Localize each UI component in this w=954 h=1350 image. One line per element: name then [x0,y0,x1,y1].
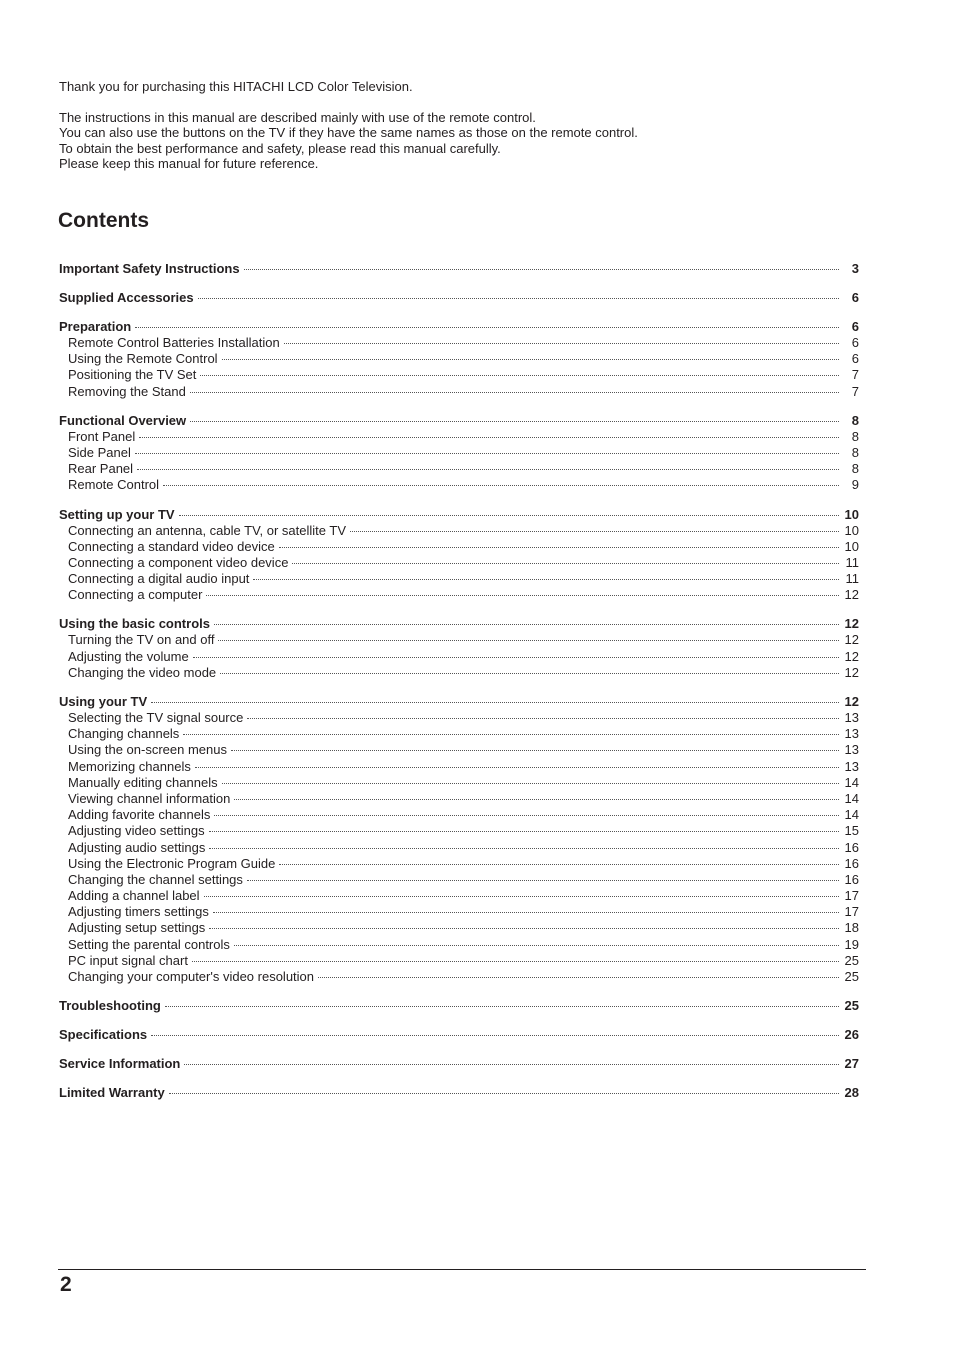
toc-entry-page: 14 [844,774,859,790]
toc-section-heading[interactable] [59,290,859,306]
toc-entry-page: 16 [844,839,859,855]
toc-entry-label: Adjusting the volume [68,648,189,664]
toc-subentry[interactable] [59,539,859,555]
dot-leader [214,624,839,625]
toc-entry-label: Changing your computer's video resolution [68,969,315,984]
toc-section [59,507,859,604]
toc-entry-page: 27 [844,1056,859,1072]
toc-entry-page: 12 [844,648,859,664]
intro-thanks: Thank you for purchasing this HITACHI LCD Color Television. [59,79,413,94]
toc-entry-page: 6 [851,319,859,334]
toc-section [59,616,859,681]
toc-entry-page: 11 [845,554,859,570]
toc-subentry[interactable] [59,953,859,969]
dot-leader [253,579,839,580]
dot-leader [318,977,839,978]
toc-subentry[interactable] [59,823,859,839]
dot-leader [190,392,839,393]
dot-leader [222,783,839,784]
toc-entry-page: 6 [851,335,859,350]
toc-entry-page: 10 [844,522,859,538]
toc-entry-label: Remote Control Batteries Installation [68,335,280,350]
toc-entry-page: 8 [851,461,859,477]
toc-entry-label: Setting up your TV [59,506,175,522]
toc-entry-label: Connecting a component video device [68,554,289,570]
dot-leader [279,547,839,548]
dot-leader [222,359,839,360]
toc-entry-label: Adjusting timers settings [68,904,209,920]
toc-subentry[interactable] [59,351,859,367]
toc-subentry[interactable] [59,445,859,461]
toc-section-heading[interactable] [59,319,859,335]
toc-section [59,413,859,494]
toc-section-heading[interactable] [59,1027,859,1043]
toc-entry-page: 10 [844,538,859,554]
toc-entry-page: 8 [851,412,859,428]
toc-entry-page: 11 [845,571,859,587]
toc-entry-label: Positioning the TV Set [68,367,197,383]
toc-subentry[interactable] [59,710,859,726]
toc-entry-label: Side Panel [68,444,131,460]
toc-entry-label: Functional Overview [59,412,187,428]
toc-entry-label: Changing the channel settings [68,871,243,887]
toc-entry-label: Removing the Stand [68,383,186,399]
intro-keep-note: Please keep this manual for future reference. [59,156,319,172]
toc-entry-label: Memorizing channels [68,758,191,774]
toc-entry-page: 16 [844,871,859,887]
toc-entry-page: 7 [851,367,859,383]
dot-leader [179,515,839,516]
dot-leader [350,531,839,532]
toc-subentry[interactable] [59,665,859,681]
toc-entry-label: Service Information [59,1056,181,1072]
toc-entry-page: 6 [851,351,859,367]
toc-entry-label: Using your TV [59,694,148,709]
toc-entry-page: 16 [844,855,859,871]
toc-subentry[interactable] [59,807,859,823]
toc-subentry[interactable] [59,791,859,807]
toc-entry-page: 13 [844,758,859,774]
toc-entry-page: 14 [844,807,859,823]
toc-subentry[interactable] [59,632,859,648]
dot-leader [206,595,839,596]
toc-entry-page: 17 [844,888,859,904]
toc-entry-page: 13 [844,710,859,725]
dot-leader [193,657,839,658]
toc-entry-label: Connecting a digital audio input [68,571,250,587]
toc-entry-label: PC input signal chart [68,952,188,968]
dot-leader [209,848,839,849]
toc-entry-label: Adding a channel label [68,888,200,904]
toc-section [59,998,859,1014]
toc-subentry[interactable] [59,649,859,665]
dot-leader [234,799,839,800]
toc-entry-label: Connecting a standard video device [68,538,275,554]
dot-leader [184,1064,839,1065]
dot-leader [200,375,839,376]
toc-subentry[interactable] [59,920,859,936]
toc-entry-label: Adding favorite channels [68,807,211,823]
toc-subentry[interactable] [59,759,859,775]
dot-leader [151,702,839,703]
toc-entry-label: Preparation [59,319,132,334]
toc-entry-label: Using the on-screen menus [68,742,227,758]
toc-entry-label: Changing the video mode [68,664,217,680]
dot-leader [137,469,839,470]
toc-entry-label: Adjusting setup settings [68,920,206,936]
toc-section-heading[interactable] [59,694,859,710]
toc-subentry[interactable] [59,461,859,477]
toc-entry-page: 25 [844,969,859,984]
dot-leader [234,945,839,946]
dot-leader [135,453,839,454]
dot-leader [213,912,839,913]
toc-entry-page: 25 [844,998,859,1014]
toc-section [59,319,859,400]
dot-leader [190,421,839,422]
toc-subentry[interactable] [59,872,859,888]
toc-entry-page: 28 [844,1085,859,1101]
dot-leader [220,673,839,674]
toc-section-heading[interactable] [59,507,859,523]
toc-subentry[interactable] [59,477,859,493]
toc-entry-label: Remote Control [68,477,160,493]
toc-subentry[interactable] [59,888,859,904]
dot-leader [183,734,839,735]
intro-read-note: To obtain the best performance and safety, please read this manual carefully. [59,140,501,156]
toc-entry-page: 12 [844,632,859,648]
toc-section-heading[interactable] [59,1085,859,1101]
toc-subentry[interactable] [59,775,859,791]
toc-entry-page: 12 [844,664,859,680]
dot-leader [209,928,839,929]
dot-leader [165,1006,839,1007]
toc-entry-page: 3 [851,261,859,276]
dot-leader [218,640,839,641]
toc-entry-page: 13 [844,742,859,758]
toc-section-heading[interactable] [59,998,859,1014]
toc-entry-page: 15 [844,823,859,839]
dot-leader [247,718,839,719]
toc-entry-page: 12 [844,587,859,603]
toc-entry-page: 13 [844,726,859,742]
dot-leader [292,563,839,564]
dot-leader [247,880,839,881]
toc-entry-label: Changing channels [68,726,180,742]
table-of-contents [59,261,859,1114]
toc-entry-page: 7 [851,383,859,399]
toc-section [59,1056,859,1072]
toc-entry-label: Using the basic controls [59,616,210,632]
toc-entry-label: Manually editing channels [68,774,218,790]
page-number: 2 [60,1273,72,1296]
toc-entry-label: Front Panel [68,428,136,444]
toc-section-heading[interactable] [59,261,859,277]
toc-entry-label: Viewing channel information [68,790,231,806]
toc-entry-page: 17 [844,904,859,920]
dot-leader [244,269,839,270]
intro-text [59,79,859,172]
dot-leader [195,767,839,768]
toc-entry-label: Connecting an antenna, cable TV, or satellite TV [68,522,347,538]
toc-section [59,1027,859,1043]
toc-section [59,261,859,277]
toc-subentry[interactable] [59,429,859,445]
toc-entry-label: Using the Remote Control [68,351,218,367]
toc-entry-label: Turning the TV on and off [68,632,215,648]
dot-leader [192,961,839,962]
toc-subentry[interactable] [59,367,859,383]
toc-entry-page: 8 [851,444,859,460]
toc-subentry[interactable] [59,571,859,587]
toc-subentry[interactable] [59,904,859,920]
dot-leader [198,298,839,299]
toc-entry-label: Setting the parental controls [68,936,230,952]
toc-entry-label: Using the Electronic Program Guide [68,855,276,871]
toc-entry-page: 8 [851,428,859,444]
toc-subentry[interactable] [59,969,859,985]
dot-leader [163,485,839,486]
contents-title: Contents [58,209,149,232]
dot-leader [209,831,839,832]
toc-section-heading[interactable] [59,1056,859,1072]
toc-section-heading[interactable] [59,413,859,429]
toc-entry-page: 12 [844,694,859,709]
toc-subentry[interactable] [59,587,859,603]
intro-buttons-note: You can also use the buttons on the TV if they have the same names as those on the remote control. [59,125,638,141]
dot-leader [284,343,839,344]
toc-entry-label: Troubleshooting [59,998,161,1014]
dot-leader [169,1093,839,1094]
toc-entry-label: Specifications [59,1027,148,1043]
toc-subentry[interactable] [59,523,859,539]
toc-entry-label: Rear Panel [68,461,134,477]
dot-leader [204,896,839,897]
toc-subentry[interactable] [59,384,859,400]
toc-subentry[interactable] [59,555,859,571]
toc-subentry[interactable] [59,856,859,872]
toc-entry-page: 10 [844,506,859,522]
toc-entry-page: 12 [844,616,859,632]
toc-section [59,290,859,306]
toc-entry-label: Adjusting audio settings [68,839,206,855]
dot-leader [135,327,839,328]
toc-entry-page: 19 [844,936,859,952]
dot-leader [279,864,839,865]
toc-section [59,694,859,985]
toc-entry-label: Connecting a computer [68,587,203,603]
dot-leader [151,1035,839,1036]
toc-subentry[interactable] [59,726,859,742]
toc-entry-page: 25 [844,952,859,968]
toc-entry-page: 14 [844,790,859,806]
footer-rule [58,1269,866,1270]
intro-spacer [59,95,859,110]
dot-leader [214,815,839,816]
toc-subentry[interactable] [59,335,859,351]
toc-entry-page: 6 [851,290,859,305]
toc-subentry[interactable] [59,840,859,856]
toc-section [59,1085,859,1101]
toc-subentry[interactable] [59,937,859,953]
toc-entry-page: 18 [844,920,859,936]
toc-section-heading[interactable] [59,616,859,632]
dot-leader [231,750,839,751]
toc-entry-label: Supplied Accessories [59,290,194,305]
toc-entry-page: 9 [851,477,859,493]
toc-entry-label: Selecting the TV signal source [68,710,244,725]
toc-subentry[interactable] [59,742,859,758]
dot-leader [139,437,839,438]
intro-remote-note: The instructions in this manual are described mainly with use of the remote control. [59,109,536,125]
toc-entry-label: Important Safety Instructions [59,261,240,276]
toc-entry-label: Adjusting video settings [68,823,205,839]
toc-entry-page: 26 [844,1027,859,1043]
toc-entry-label: Limited Warranty [59,1085,165,1101]
